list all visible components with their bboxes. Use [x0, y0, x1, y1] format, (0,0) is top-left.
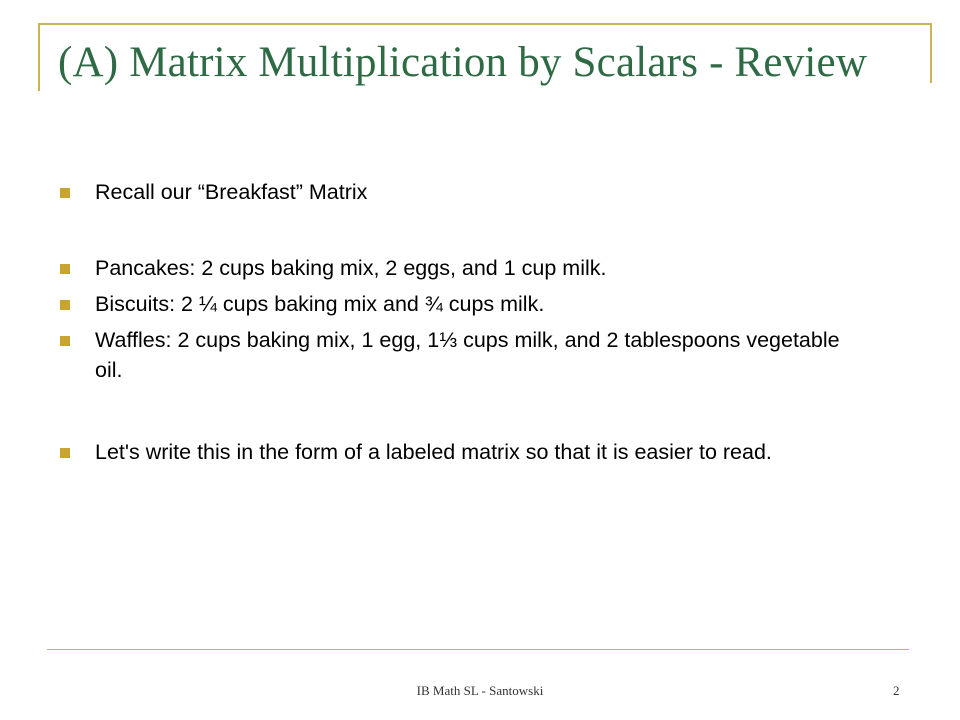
bullet-item-labeled-matrix: [60, 437, 860, 467]
bullet-text: Pancakes: 2 cups baking mix, 2 eggs, and 1 cup milk.: [95, 256, 607, 280]
page-number: 2: [893, 683, 900, 698]
bullet-square-icon: [60, 264, 70, 274]
footer-divider: [47, 649, 909, 650]
bullet-square-icon: [60, 188, 70, 198]
slide-frame-right-line: [930, 23, 932, 83]
bullet-item-biscuits: [60, 289, 860, 319]
bullet-text: Recall our “Breakfast” Matrix: [95, 180, 368, 204]
bullet-item-waffles: [60, 325, 860, 385]
bullet-square-icon: [60, 448, 70, 458]
slide-frame-top-line: [38, 23, 930, 25]
bullet-text: Waffles: 2 cups baking mix, 1 egg, 1⅓ cups milk, and 2 tablespoons vegetable oil.: [95, 328, 840, 382]
bullet-text: Let's write this in the form of a labeled matrix so that it is easier to read.: [95, 440, 772, 464]
slide-frame-left-line: [38, 23, 40, 91]
bullet-text: Biscuits: 2 ¼ cups baking mix and ¾ cups milk.: [95, 292, 545, 316]
bullet-item-pancakes: [60, 253, 860, 283]
bullet-square-icon: [60, 336, 70, 346]
bullet-item-recall: [60, 177, 860, 207]
footer-text: IB Math SL - Santowski: [416, 683, 544, 698]
slide-title: (A) Matrix Multiplication by Scalars - Review: [58, 39, 868, 86]
bullet-square-icon: [60, 300, 70, 310]
